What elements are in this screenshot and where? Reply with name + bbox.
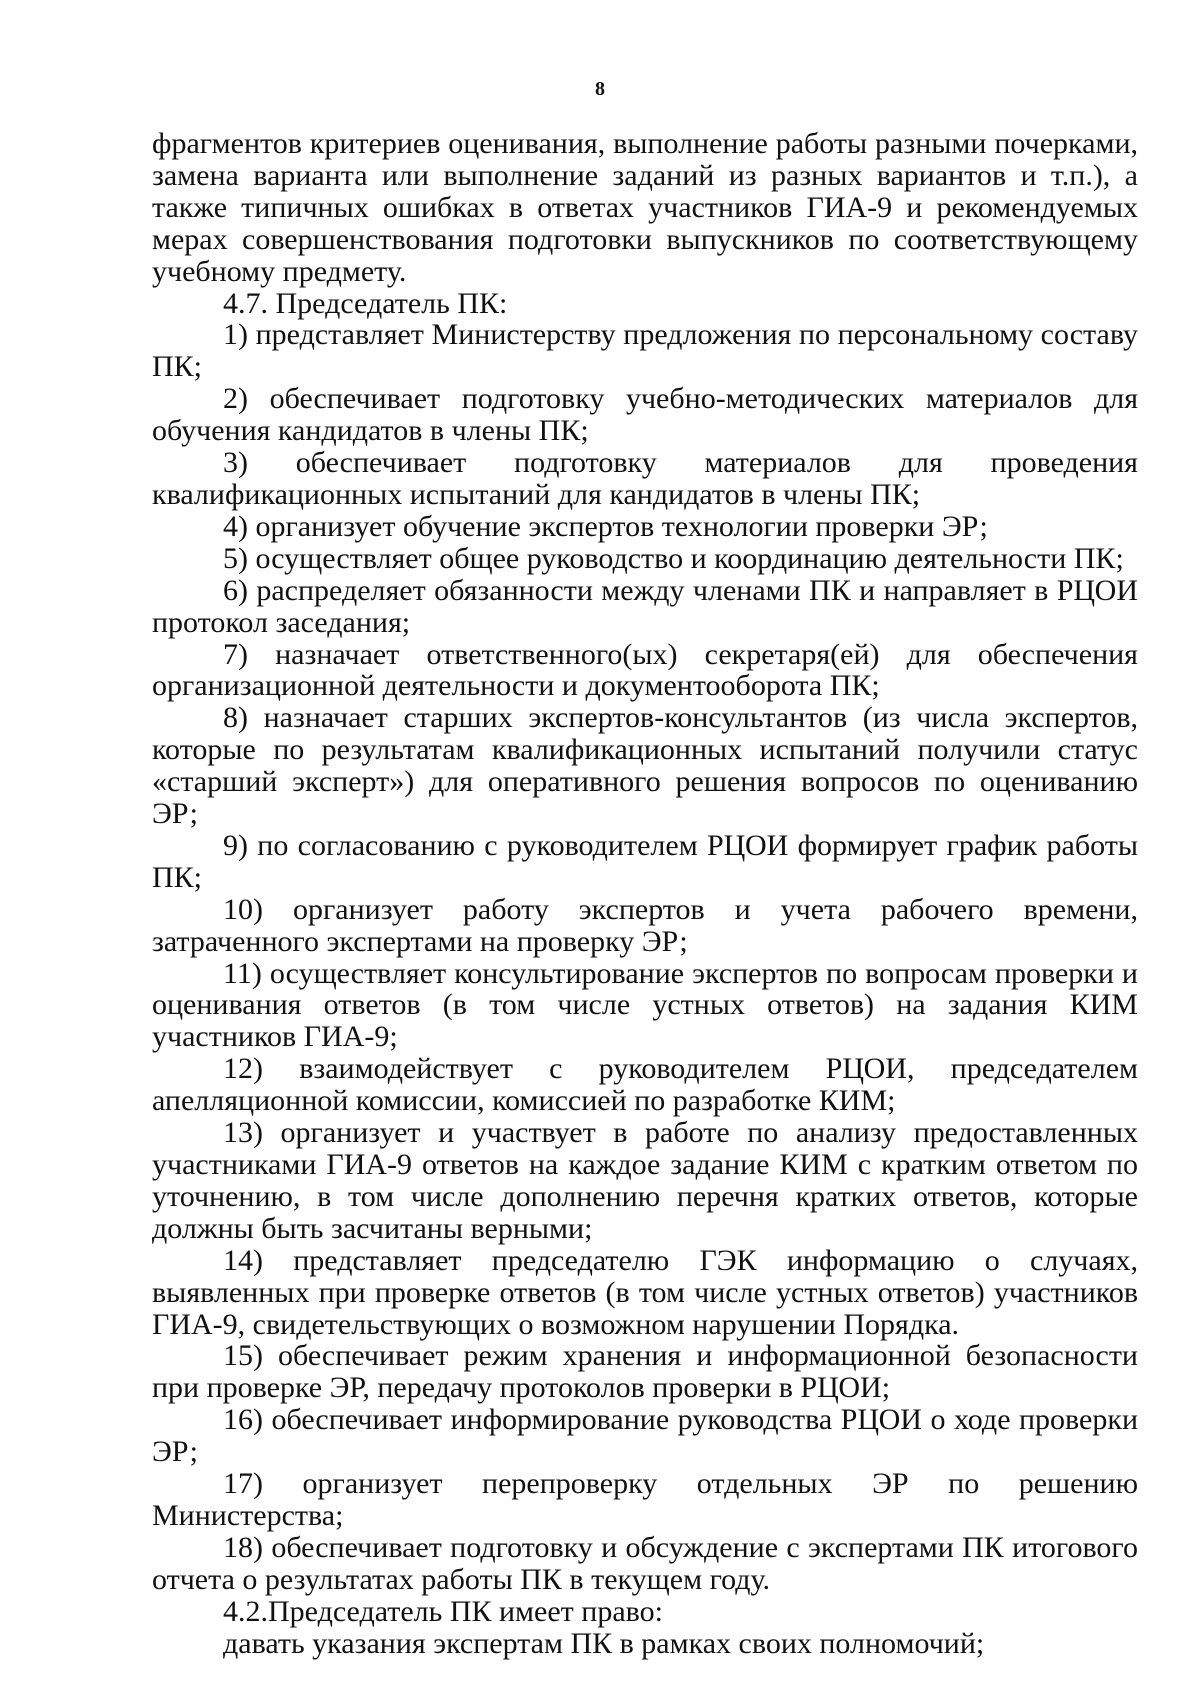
list-item-3: 3) обеспечивает подготовку материалов для проведения квалификационных испытаний для кандидатов в члены ПК; (152, 446, 1138, 511)
list-item-9: 9) по согласованию с руководителем РЦОИ формирует график работы ПК; (152, 828, 1138, 894)
list-item-15: 15) обеспечивает режим хранения и информационной безопасности при проверке ЭР, передачу протоколов проверки в РЦОИ; (152, 1339, 1138, 1405)
list-item-10: 10) организует работу экспертов и учета рабочего времени, затраченного экспертами на проверку ЭР; (152, 892, 1138, 958)
list-item-4: 4) организует обучение экспертов технологии проверки ЭР; (223, 509, 988, 543)
list-item-1: 1) представляет Министерству предложения по персональному составу ПК; (152, 318, 1138, 384)
section-heading-4-2: 4.2.Председатель ПК имеет право: (223, 1594, 663, 1628)
list-item-14: 14) представляет председателю ГЭК информацию о случаях, выявленных при проверке ответов (в том числе устных ответов) участников ГИА-9, свидетельствующих о возможном нарушении Порядка. (152, 1243, 1138, 1341)
document-body (152, 128, 1138, 1660)
page-number: 8 (595, 78, 605, 100)
list-item-12: 12) взаимодействует с руководителем РЦОИ, председателем апелляционной комиссии, комиссией по разработке КИМ; (152, 1052, 1138, 1118)
list-item-2: 2) обеспечивает подготовку учебно-методических материалов для обучения кандидатов в члены ПК; (152, 382, 1138, 448)
list-item-11: 11) осуществляет консультирование экспертов по вопросам проверки и оценивания ответов (в том числе устных ответов) на задания КИМ участников ГИА-9; (152, 956, 1138, 1054)
list-item-16: 16) обеспечивает информирование руководства РЦОИ о ходе проверки ЭР; (152, 1403, 1138, 1469)
list-item-13: 13) организует и участвует в работе по анализу предоставленных участниками ГИА-9 ответов на каждое задание КИМ с кратким ответом по уточнению, в том числе дополнению перечня кратких ответов, которые должны быть засчитаны верными; (152, 1116, 1138, 1245)
list-item-5: 5) осуществляет общее руководство и координацию деятельности ПК; (223, 541, 1124, 575)
list-item-7: 7) назначает ответственного(ых) секретаря(ей) для обеспечения организационной деятельности и документооборота ПК; (152, 637, 1138, 703)
list-item-17: 17) организует перепроверку отдельных ЭР по решению Министерства; (152, 1467, 1138, 1532)
list-item-18: 18) обеспечивает подготовку и обсуждение с экспертами ПК итогового отчета о результатах работы ПК в текущем году. (152, 1530, 1138, 1596)
list-item-8: 8) назначает старших экспертов-консультантов (из числа экспертов, которые по результатам квалификационных испытаний получили статус «старший эксперт») для оперативного решения вопросов по оцениванию ЭР; (152, 701, 1138, 831)
rights-item-1: давать указания экспертам ПК в рамках своих полномочий; (223, 1626, 985, 1660)
list-item-6: 6) распределяет обязанности между членами ПК и направляет в РЦОИ протокол заседания; (152, 573, 1138, 639)
paragraph-continuation: фрагментов критериев оценивания, выполнение работы разными почерками, замена варианта или выполнение заданий из разных вариантов и т.п.), а также типичных ошибках в ответах участников ГИА-9 и рекомендуемых мерах совершенствования подготовки выпускников по соответствующему учебному предмету. (152, 127, 1138, 288)
section-heading-4-7: 4.7. Председатель ПК: (223, 286, 508, 320)
